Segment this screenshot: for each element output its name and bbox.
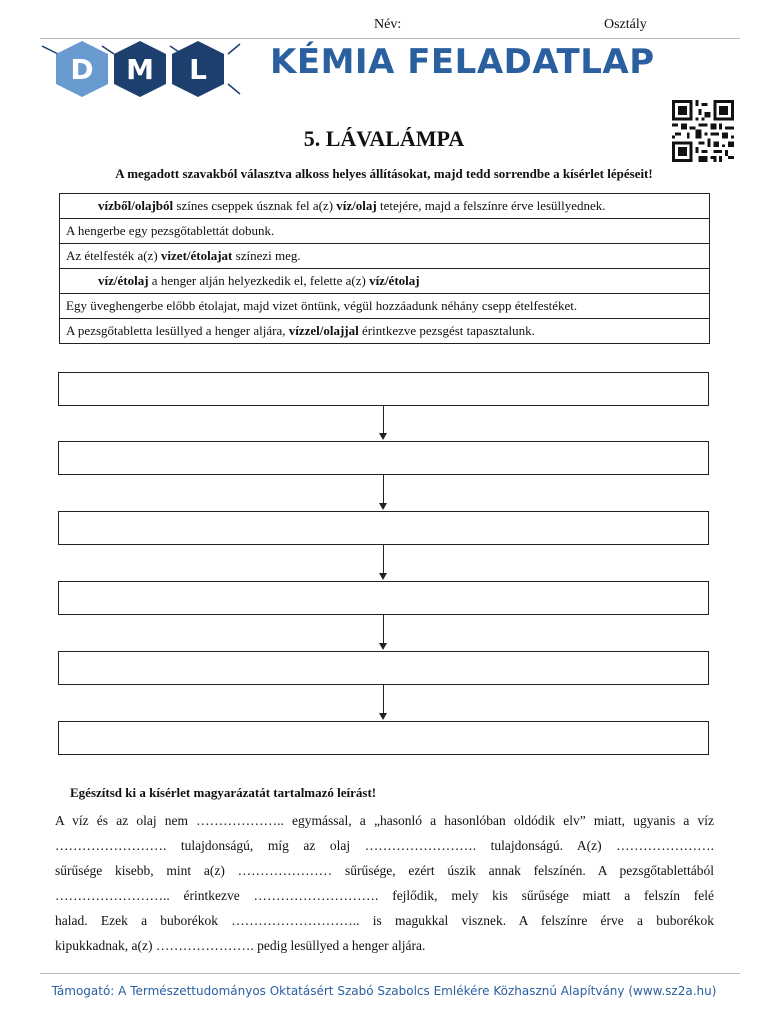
statement-cell: vízből/olajból színes cseppek úsznak fel a(z) víz/olaj tetejére, majd a felszínre érve lesüllyednek. [60,194,710,219]
worksheet-title: 5. LÁVALÁMPA [303,126,465,151]
explanation-line: sűrűsége kisebb, mint a(z) ………………… sűrűsége, ezért úszik annak felszínén. A pezsgőtablettából [55,863,714,878]
sequence-box-5[interactable] [58,651,709,685]
sequence-box-3[interactable] [58,511,709,545]
flow-arrow [383,475,384,504]
logo-letter-l: L [189,53,207,86]
footer-divider [40,973,740,974]
brand-title: KÉMIA FELADATLAP [270,42,655,82]
statement-row [60,194,710,219]
explanation-paragraph [55,808,714,958]
sequence-box-1[interactable] [58,372,709,406]
sequence-box-6[interactable] [58,721,709,755]
flow-arrow [383,406,384,434]
arrow-down-icon [379,643,387,650]
sequence-box-2[interactable] [58,441,709,475]
arrow-down-icon [379,433,387,440]
flow-arrow [383,545,384,574]
explanation-line: …………………….. érintkezve ………………………. fejlődik, mely kis sűrűsége miatt a felszín felé [55,888,714,903]
explanation-line: ……………………. tulajdonságú, míg az olaj ……………………. tulajdonságú. A(z) …………………. [55,838,714,853]
statement-row [60,294,710,319]
statement-cell: Az ételfesték a(z) vizet/étolajat színezi meg. [60,244,710,269]
statement-cell: A pezsgőtabletta lesüllyed a henger aljára, vízzel/olajjal érintkezve pezsgést tapasztalunk. [60,319,710,344]
statement-row [60,244,710,269]
logo-letter-d: D [70,53,94,86]
statement-row [60,269,710,294]
sequence-box-4[interactable] [58,581,709,615]
statement-row [60,319,710,344]
class-label: Osztály [604,17,647,32]
statement-row [60,219,710,244]
statement-cell: Egy üveghengerbe előbb étolajat, majd vizet öntünk, végül hozzáadunk néhány csepp ételfestéket. [60,294,710,319]
dml-logo [42,38,242,100]
logo-letter-m: M [126,53,154,86]
footer-sponsor: Támogató: A Természettudományos Oktatásért Szabó Szabolcs Emlékére Közhasznú Alapítvány (www.sz2a.hu) [51,984,717,998]
explanation-line: halad. Ezek a buborékok ……………………….. is magukkal visznek. A felszínre érve a buborékok [55,913,714,928]
arrow-down-icon [379,573,387,580]
explanation-line: kipukkadnak, a(z) …………………. pedig lesüllyed a henger aljára. [55,938,426,953]
flow-arrow [383,685,384,714]
task-instruction: A megadott szavakból választva alkoss helyes állításokat, majd tedd sorrendbe a kísérlet lépéseit! [115,166,653,181]
statement-cell: víz/étolaj a henger alján helyezkedik el, felette a(z) víz/étolaj [60,269,710,294]
name-label: Név: [374,17,402,32]
explanation-heading: Egészítsd ki a kísérlet magyarázatát tartalmazó leírást! [70,785,377,800]
arrow-down-icon [379,713,387,720]
explanation-line: A víz és az olaj nem ……………….. egymással, a „hasonló a hasonlóban oldódik elv” miatt, ugyanis a víz [55,813,714,828]
statements-table [59,193,710,344]
statement-cell: A hengerbe egy pezsgőtablettát dobunk. [60,219,710,244]
flow-arrow [383,615,384,644]
arrow-down-icon [379,503,387,510]
